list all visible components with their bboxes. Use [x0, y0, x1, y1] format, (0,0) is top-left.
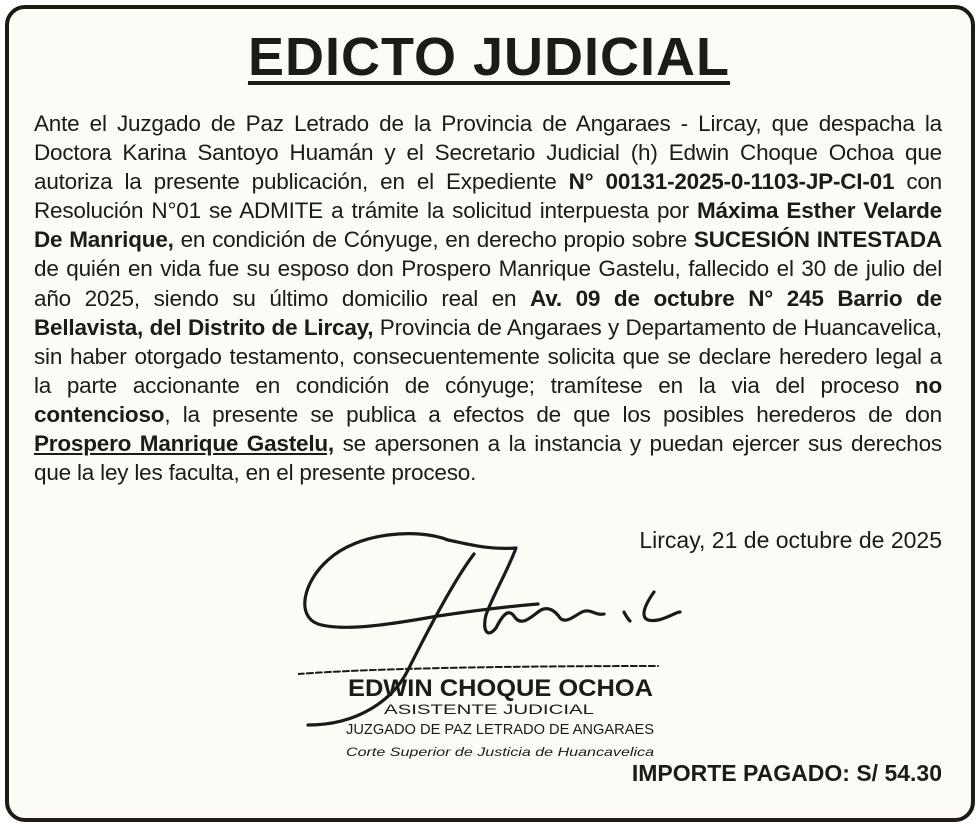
edict-body: [34, 109, 942, 487]
applicant-name: Máxima Esther Velarde De Manrique,: [34, 198, 942, 253]
body-text-3: en condición de Cónyuge, en derecho propio sobre: [173, 227, 694, 253]
body-text-1: Ante el Juzgado de Paz Letrado de la Provincia de Angaraes - Lircay, que despacha la Doctora Karina Santoyo Huamán y el Secretario Judicial (h) Edwin Choque Ochoa que autoriza la presente publicación, en el Expediente: [34, 111, 942, 195]
case-subject: SUCESIÓN INTESTADA: [693, 227, 942, 253]
last-address: Av. 09 de octubre N° 245 Barrio de Bellavista, del Distrito de Lircay,: [34, 285, 942, 340]
body-text-5: Provincia de Angaraes y Departamento de Huancavelica, sin haber otorgado testamento, consecuentemente solicita que se declare heredero legal a la parte accionante en condición de cónyuge; tramítese en la via del proceso: [34, 314, 942, 398]
body-text-7: se apersonen a la instancia y puedan ejercer sus derechos que la ley les faculta, en el presente proceso.: [34, 431, 942, 486]
stamp-role: ASISTENTE JUDICIAL: [384, 701, 595, 717]
amount-paid: IMPORTE PAGADO: S/ 54.30: [631, 760, 942, 786]
process-type: no contencioso: [34, 372, 942, 427]
signature-stamp: [298, 520, 688, 770]
page-title: EDICTO JUDICIAL: [247, 27, 731, 87]
body-text-2: con Resolución N°01 se ADMITE a trámite la solicitud interpuesta por: [34, 169, 942, 224]
body-text-6: , la presente se publica a efectos de que los posibles herederos de don: [164, 401, 942, 427]
case-number: N° 00131-2025-0-1103-JP-CI-01: [568, 169, 895, 195]
body-text-4: de quién en vida fue su esposo don Prospero Manrique Gastelu, fallecido el 30 de julio del año 2025, siendo su último domicilio real en: [34, 256, 942, 311]
date-line: Lircay, 21 de octubre de 2025: [639, 527, 942, 553]
stamp-court: JUZGADO DE PAZ LETRADO DE ANGARAES: [346, 721, 654, 738]
deceased-name: Prospero Manrique Gastelu,: [34, 431, 334, 457]
stamp-institution: Corte Superior de Justicia de Huancavelica: [346, 745, 655, 759]
stamp-name: EDWIN CHOQUE OCHOA: [348, 675, 653, 702]
judicial-stamp: [346, 675, 654, 759]
